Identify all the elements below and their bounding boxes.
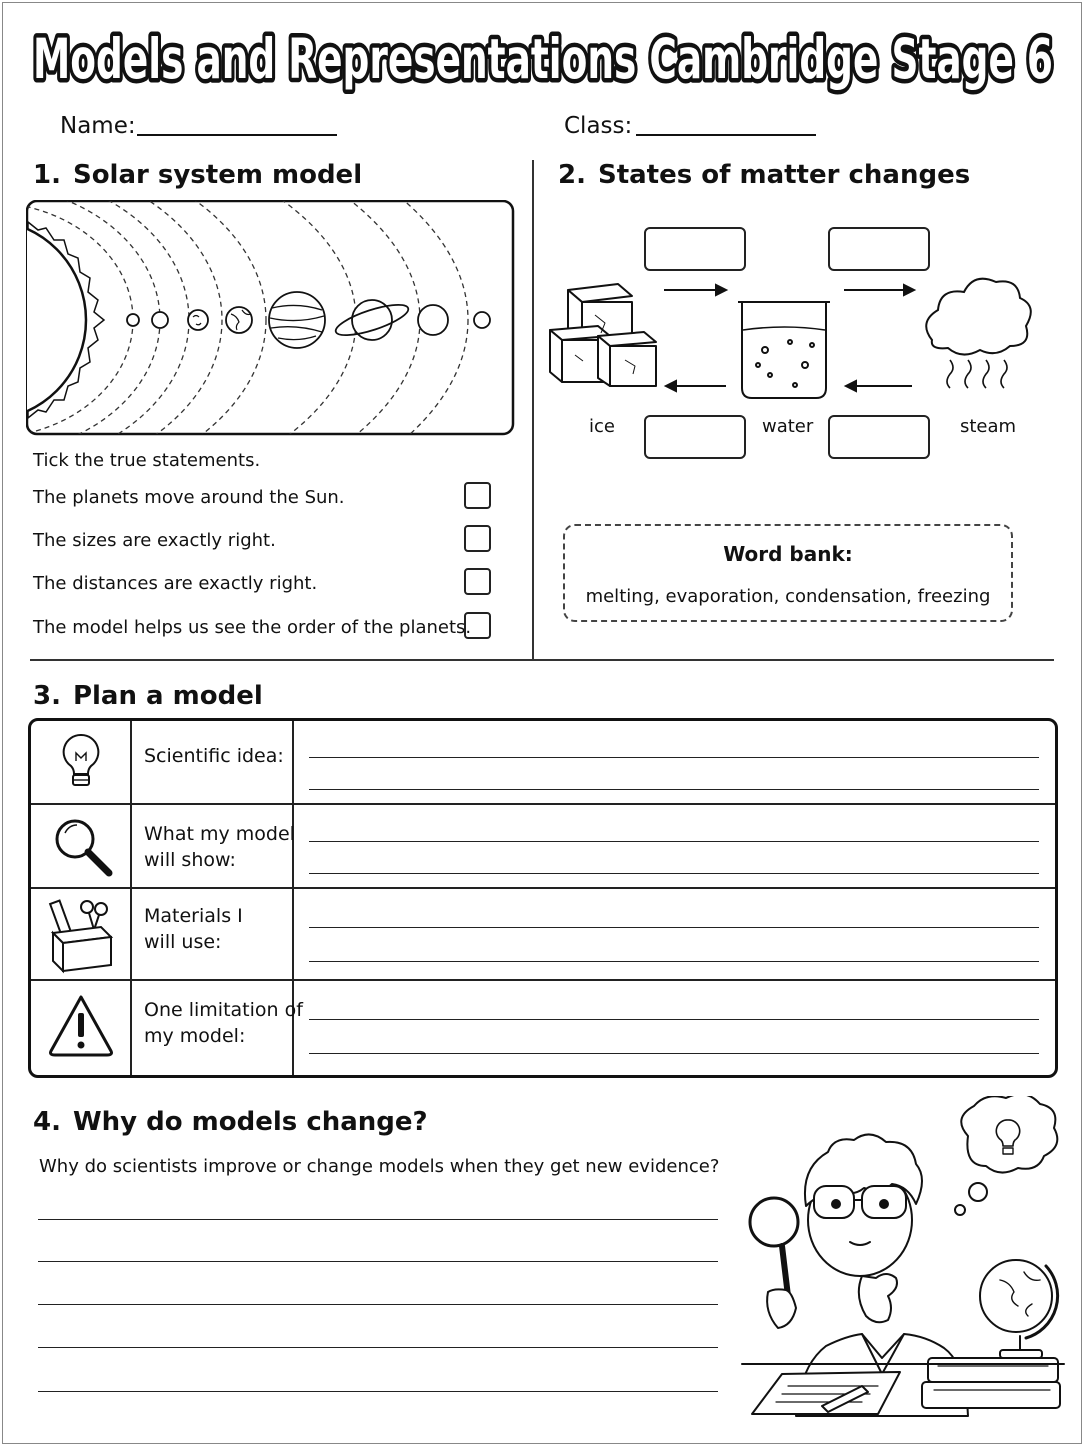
magnifying-glass-icon	[51, 815, 115, 879]
plan-label-scientific-idea: Scientific idea:	[144, 745, 284, 767]
svg-text:Models and Representations Cam: Models and Representations Cambridge Stage 6	[33, 27, 1053, 91]
section-1-heading: 1. Solar system model	[33, 160, 363, 190]
books-icon	[922, 1358, 1060, 1408]
section-3-heading: 3. Plan a model	[33, 681, 263, 711]
statement-3: The distances are exactly right.	[33, 573, 318, 594]
name-field[interactable]	[137, 134, 337, 136]
globe-icon	[980, 1260, 1058, 1358]
answer-line[interactable]	[38, 1219, 718, 1220]
statement-4: The model helps us see the order of the planets.	[33, 617, 472, 638]
plan-label-model-shows: What my model will show:	[144, 823, 295, 871]
word-bank-heading: Word bank:	[723, 542, 853, 566]
answer-box-condensation[interactable]	[828, 415, 930, 459]
plan-label-materials: Materials I will use:	[144, 905, 243, 953]
statement-1-checkbox[interactable]	[464, 482, 491, 509]
answer-box-melting[interactable]	[644, 227, 746, 271]
section-2-heading: 2. States of matter changes	[558, 160, 971, 190]
svg-text:Models and Representations Cam: Models and Representations Cambridge Stage 6	[33, 27, 1053, 91]
answer-line[interactable]	[38, 1261, 718, 1262]
section-divider-horizontal	[30, 659, 1054, 661]
worksheet-title	[0, 6, 1086, 106]
thought-bubble-icon	[955, 1096, 1057, 1215]
answer-line[interactable]	[309, 1053, 1039, 1054]
answer-line[interactable]	[309, 789, 1039, 790]
steam-label: steam	[960, 416, 1017, 437]
answer-line[interactable]	[309, 961, 1039, 962]
plan-model-table	[28, 718, 1058, 1078]
plan-row-materials	[31, 889, 1055, 979]
section-4-heading: 4. Why do models change?	[33, 1107, 428, 1137]
answer-box-evaporation[interactable]	[828, 227, 930, 271]
answer-line[interactable]	[309, 1019, 1039, 1020]
statement-2-checkbox[interactable]	[464, 525, 491, 552]
warning-icon	[47, 993, 115, 1057]
section-4-question: Why do scientists improve or change models when they get new evidence?	[39, 1156, 720, 1177]
answer-line[interactable]	[309, 927, 1039, 928]
answer-line[interactable]	[38, 1391, 718, 1392]
statement-4-checkbox[interactable]	[464, 612, 491, 639]
ice-cubes-icon	[550, 284, 656, 386]
statement-1: The planets move around the Sun.	[33, 487, 345, 508]
steam-cloud-icon	[926, 279, 1031, 388]
class-field[interactable]	[636, 134, 816, 136]
answer-line[interactable]	[38, 1304, 718, 1305]
answer-box-freezing[interactable]	[644, 415, 746, 459]
statement-3-checkbox[interactable]	[464, 568, 491, 595]
class-label: Class:	[564, 113, 633, 139]
answer-line[interactable]	[309, 873, 1039, 874]
scientist-illustration	[738, 1096, 1068, 1436]
answer-line[interactable]	[309, 841, 1039, 842]
plan-row-model-shows	[31, 805, 1055, 887]
states-of-matter-diagram	[540, 270, 1060, 410]
ice-label: ice	[589, 416, 615, 437]
water-beaker-icon	[738, 302, 830, 398]
plan-label-limitation: One limitation of my model:	[144, 999, 303, 1047]
materials-box-icon	[47, 897, 115, 975]
solar-system-diagram	[26, 200, 516, 438]
tick-instruction: Tick the true statements.	[33, 450, 261, 471]
answer-line[interactable]	[38, 1347, 718, 1348]
water-label: water	[762, 416, 814, 437]
plan-row-scientific-idea	[31, 721, 1055, 803]
word-bank-words: melting, evaporation, condensation, freezing	[585, 586, 991, 607]
name-label: Name:	[60, 113, 136, 139]
answer-line[interactable]	[309, 757, 1039, 758]
plan-row-limitation	[31, 981, 1055, 1075]
word-bank	[563, 524, 1013, 622]
statement-2: The sizes are exactly right.	[33, 530, 276, 551]
lightbulb-icon	[57, 731, 105, 791]
section-divider-vertical	[532, 160, 534, 660]
